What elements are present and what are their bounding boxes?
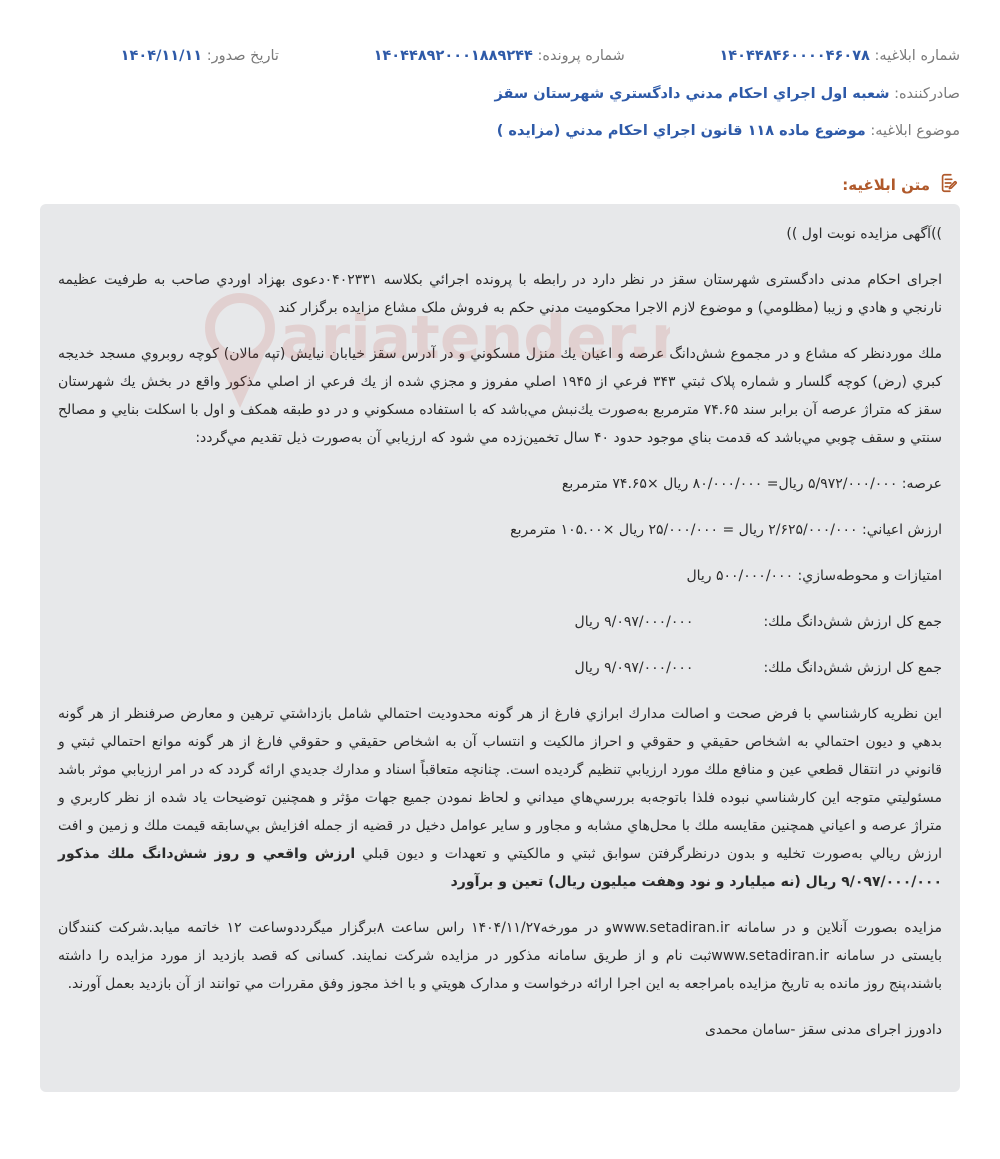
total-value-row-1 [58, 608, 942, 636]
document-edit-icon [938, 172, 960, 198]
expert-opinion-final-value: ارزش واقعي و روز شش‌دانگ ملك مذكور ۹/۰۹۷/۰۰۰/۰۰۰ ريال (نه ميليارد و نود وهفت ميليون ريال) تعين و برآورد [58, 846, 942, 890]
signature: دادورز اجرای مدنی سقز -سامان محمدی [705, 1022, 942, 1038]
notice-number-label: شماره ابلاغیه: [874, 48, 960, 64]
paragraph-intro: اجرای احکام مدنی دادگستری شهرستان سقز در نظر دارد در رابطه با پرونده اجرائي بكلاسه ۰۴۰۲۳۳۱دعوی بهزاد اوردي صاحب به طرفيت عظيمه نارنجي و هادي و زيبا (مظلومي) و موضوع لازم الاجرا محكوميت مدني حكم به فروش ملک مشاع مزایده برگزار کند [58, 272, 942, 316]
expert-opinion-text: اين نظريه كارشناسي با فرض صحت و اصالت مدارك ابرازي فارغ از هر گونه محدوديت احتمالي شامل بازداشتي ترهين و معارض صرفنظر از هر گونه بدهي و ديون احتمالي به اشخاص حقيقي و حقوقي و احراز مالكيت و انتساب آن به اشخاص حقيقي و حقوقي فارغ از هر گونه موانع احتمالي ثبتي و قانوني در انتقال قطعي عين و منافع ملك مورد ارزيابي تنظيم گرديده است. چنانچه متعاقباً اسناد و مدارك جديدي ارائه گردد كه در امر ارزيابي موثر باشد مسئوليتي متوجه اين كارشناسي نبوده فلذا باتوجه‌به بررسي‌هاي ميداني و لحاظ نمودن جميع جهات مؤثر و همچنين توضيحات ياد شده از نظر كاربري و متراژ عرصه و اعياني همچنين مقايسه ملك با محل‌هاي مشابه و مجاور و ساير عوامل دخيل در قضيه از جمله افزايش بي‌سابقه قيمت ملك و زمين و افت ارزش ريالي به‌صورت تخليه و بدون درنظرگرفتن سوابق ثبتي و مالكيتي و تعهدات و ديون قبلي [58, 706, 942, 862]
paragraph-expert-opinion [58, 700, 942, 896]
paragraph-property: ملك موردنظر كه مشاع و در مجموع شش‌دانگ عرصه و اعيان يك منزل مسكوني و در آدرس سقز خيابان نيايش (تپه مالان) كوچه روبروي مسجد خديجه كبري (رض) كوچه گلسار و شماره پلاک ثبتي ۳۴۳ فرعي از ۱۹۴۵ اصلي مفروز و مجزي شده از يك فرعي از اصلي مذكور واقع در بخش يك شهرستان سقز كه متراژ عرصه آن برابر سند ۷۴.۶۵ مترمربع به‌صورت يك‌نبش مي‌باشد كه با استفاده مسكوني و در دو طبقه همكف و اول با اسكلت بنايي و مصالح سنتي و سقف چوبي مي‌باشد كه قدمت بناي موجود حدود ۴۰ سال تخمين‌زده مي شود كه ارزيابي آن به‌صورت ذيل تقديم مي‌گردد: [58, 346, 942, 446]
case-number-value: ۱۴۰۴۴۸۹۲۰۰۰۱۸۸۹۲۴۴ [373, 48, 533, 64]
auction-title: ))آگهی مزایده نوبت اول )) [786, 226, 942, 242]
issue-date-label: تاریخ صدور: [206, 48, 279, 64]
notice-number-value: ۱۴۰۴۴۸۴۶۰۰۰۰۴۶۰۷۸ [719, 48, 870, 64]
total-value-label-1: جمع كل ارزش شش‌دانگ ملك: [763, 614, 942, 630]
total-value-label-2: جمع كل ارزش شش‌دانگ ملك: [763, 660, 942, 676]
notice-body-heading [842, 172, 960, 198]
meta-row-subject [40, 123, 960, 139]
valuation-ayani: ارزش اعياني: ۲/۶۲۵/۰۰۰/۰۰۰ ريال = ۲۵/۰۰۰/۰۰۰ ريال ×۱۰۵.۰۰ مترمربع [510, 522, 942, 538]
meta-row-numbers [40, 48, 960, 64]
notice-body-content [40, 204, 960, 1092]
subject-label: موضوع ابلاغیه: [870, 123, 960, 139]
valuation-arse: عرصه: ۵/۹۷۲/۰۰۰/۰۰۰ ريال= ۸۰/۰۰۰/۰۰۰ ريال ×۷۴.۶۵ مترمربع [561, 476, 942, 492]
total-value-amount-2: ۹/۰۹۷/۰۰۰/۰۰۰ ريال [574, 660, 694, 676]
case-number-label: شماره پرونده: [537, 48, 625, 64]
subject-value: موضوع ماده ۱۱۸ قانون اجراي احكام مدني (مزايده ) [496, 123, 866, 139]
notice-body-heading-label: متن ابلاغیه: [842, 176, 930, 194]
total-value-row-2 [58, 654, 942, 682]
valuation-emtiazat: امتيازات و محوطه‌سازي: ۵۰۰/۰۰۰/۰۰۰ ريال [686, 568, 942, 584]
notice-number [719, 48, 960, 64]
case-number [374, 48, 625, 64]
issue-date [121, 48, 279, 64]
meta-row-issuer [40, 86, 960, 102]
issue-date-value: ۱۴۰۴/۱۱/۱۱ [120, 48, 203, 64]
total-value-amount-1: ۹/۰۹۷/۰۰۰/۰۰۰ ريال [574, 614, 694, 630]
issuer-label: صادرکننده: [894, 86, 960, 102]
issuer-value: شعبه اول اجراي احكام مدني دادگستري شهرستان سقز [494, 86, 890, 102]
paragraph-online-auction: مزایده بصورت آنلاین و در سامانه www.setadiran.irو در مورخه۱۴۰۴/۱۱/۲۷ راس ساعت ۸برگزار میگرددوساعت ۱۲ خاتمه میابد.شرکت کنندگان بایستی در سامانه www.setadiran.irثبت نام و از طریق سامانه مذکور در مزایده شرکت نمایند. کسانی که قصد بازدید از مورد مزایده را داشته باشند،پنج روز مانده به تاریخ مزایده بامراجعه به این اجرا ارائه درخواست و مدارک هویتي و با اخذ مجوز وفق مقررات مي توانند از آن بازدید بعمل آورند. [58, 920, 942, 992]
